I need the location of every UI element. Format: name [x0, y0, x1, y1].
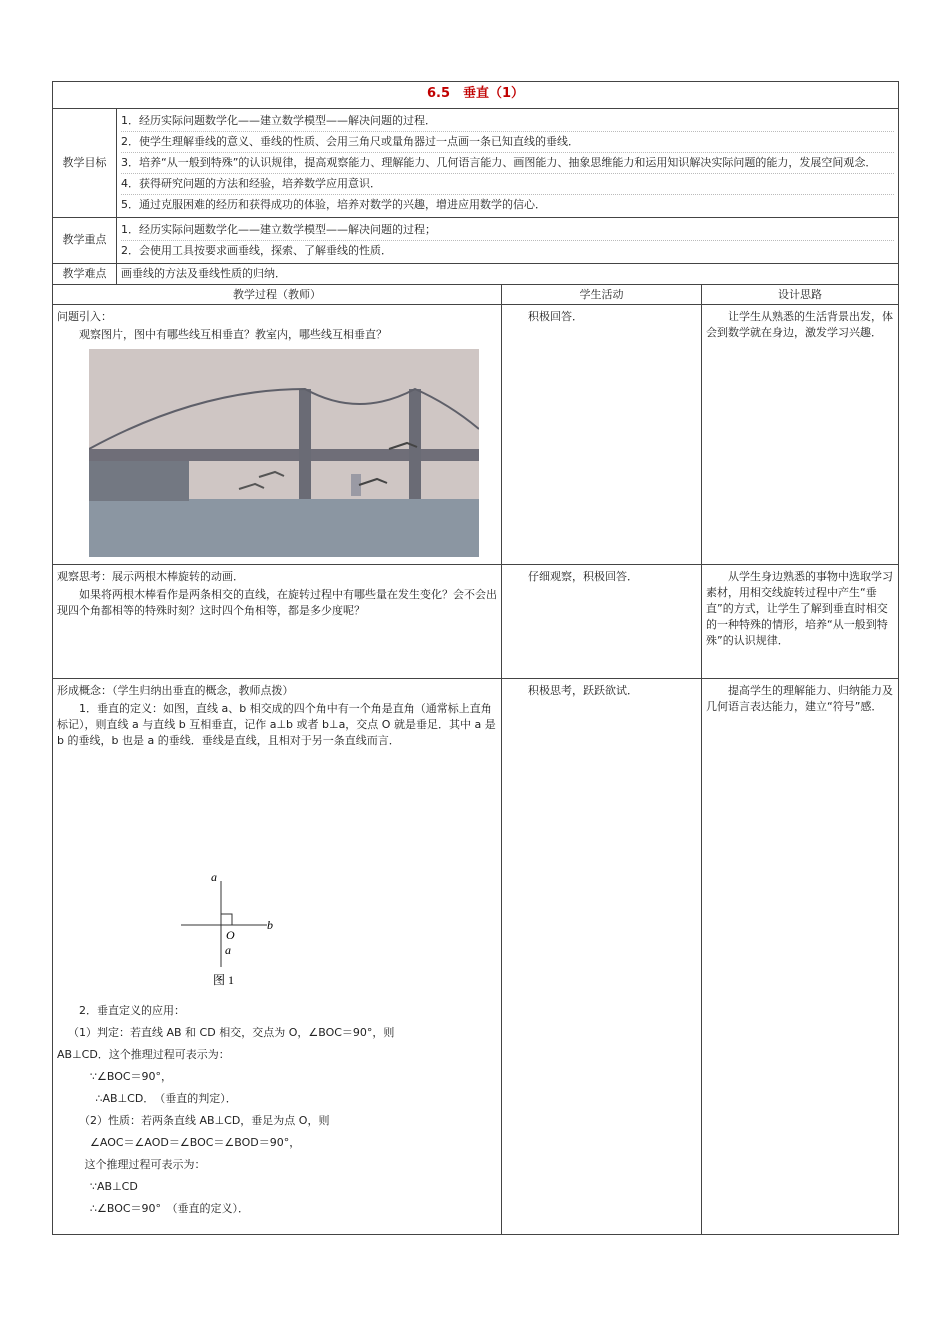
judge-line-2: AB⊥CD．这个推理过程可表示为：	[57, 1048, 230, 1062]
goal-item: 1．经历实际问题数学化——建立数学模型——解决问题的过程．	[121, 111, 894, 132]
perpendicular-figure	[177, 871, 377, 1001]
row1-text: 观察图片，图中有哪些线互相垂直？教室内，哪些线互相垂直？	[79, 328, 387, 342]
perpendicular-diagram	[177, 871, 377, 1001]
bridge-photo	[89, 349, 479, 557]
difficulty-label: 教学难点	[53, 263, 117, 284]
row3-student-text: 积极思考，跃跃欲试．	[528, 684, 638, 698]
perpendicular-definition: 1．垂直的定义：如图，直线 a、b 相交成的四个角中有一个角是直角（通常标上直角标记），则直线 a 与直线 b 互相垂直，记作 a⊥b 或者 b⊥a，交点 O 就是垂足．其中 a 是 b 的垂线，b 也是 a 的垂线．垂线是直线，且相对于另一条直线而言．	[57, 702, 496, 748]
row1-student	[502, 305, 702, 565]
row1-process	[53, 305, 502, 565]
label-o: O	[226, 928, 235, 943]
row2-process	[53, 565, 502, 679]
row2-text: 如果将两根木棒看作是两条相交的直线，在旋转过程中有哪些量在发生变化？会不会出现四个角都相等的特殊时刻？这时四个角相等，都是多少度呢？	[57, 588, 497, 618]
label-bottom: a	[225, 943, 231, 958]
row3-heading: 形成概念：（学生归纳出垂直的概念，教师点拨）	[57, 684, 294, 698]
lesson-plan-table	[52, 81, 899, 1235]
row1-heading: 问题引入：	[57, 310, 112, 324]
keypoint-item: 2．会使用工具按要求画垂线，探索、了解垂线的性质．	[121, 243, 392, 257]
goals-label: 教学目标	[53, 109, 117, 218]
property-line-3: 这个推理过程可表示为：	[84, 1157, 206, 1171]
page-title: 6.5 垂直（1）	[53, 82, 899, 109]
row2-heading: 观察思考：展示两根木棒旋转的动画．	[57, 570, 244, 584]
row2-student	[502, 565, 702, 679]
difficulty-text: 画垂线的方法及垂线性质的归纳．	[117, 263, 899, 284]
figure-caption: 图 1	[213, 973, 235, 988]
goal-item: 2．使学生理解垂线的意义、垂线的性质、会用三角尺或量角器过一点画一条已知直线的垂线．	[121, 132, 894, 153]
row2-student-text: 仔细观察，积极回答．	[528, 570, 638, 584]
goal-item: 3．培养“从一般到特殊”的认识规律，提高观察能力、理解能力、几何语言能力、画图能力、抽象思维能力和运用知识解决实际问题的能力，发展空间观念．	[121, 153, 894, 174]
label-top: a	[211, 871, 217, 885]
judge-line-4: ∴AB⊥CD． （垂直的判定）．	[95, 1091, 237, 1105]
property-line-2: ∠AOC＝∠AOD＝∠BOC＝∠BOD＝90°，	[90, 1135, 301, 1149]
property-line-1: （2）性质：若两条直线 AB⊥CD，垂足为点 O，则	[79, 1113, 330, 1127]
property-line-4: ∵AB⊥CD	[90, 1179, 138, 1193]
judge-line-3: ∵∠BOC＝90°，	[90, 1070, 173, 1083]
row2-design-text: 从学生身边熟悉的事物中选取学习素材，用相交线旋转过程中产生“垂直”的方式，让学生了解到垂直时相交的一种特殊的情形，培养“从一般到特殊”的认识规律．	[706, 570, 893, 648]
goal-item: 4．获得研究问题的方法和经验，培养数学应用意识．	[121, 174, 894, 195]
header-process: 教学过程（教师）	[53, 284, 502, 305]
application-title: 2．垂直定义的应用：	[79, 1004, 185, 1018]
header-design: 设计思路	[702, 284, 899, 305]
judge-line-1: （1）判定：若直线 AB 和 CD 相交，交点为 O，∠BOC＝90°，则	[68, 1026, 395, 1040]
row1-design	[702, 305, 899, 565]
bridge-illustration	[89, 349, 479, 557]
lesson-plan-page	[52, 81, 898, 1235]
row3-design-text: 提高学生的理解能力、归纳能力及几何语言表达能力，建立“符号”感．	[706, 684, 893, 714]
row2-design	[702, 565, 899, 679]
property-line-5: ∴∠BOC＝90° （垂直的定义）．	[90, 1201, 250, 1215]
keypoint-item: 1．经历实际问题数学化——建立数学模型——解决问题的过程；	[121, 220, 894, 241]
keypoints-list	[117, 217, 899, 263]
header-student: 学生活动	[502, 284, 702, 305]
row1-design-text: 让学生从熟悉的生活背景出发，体会到数学就在身边，激发学习兴趣．	[706, 310, 893, 340]
row3-student	[502, 679, 702, 1235]
label-right: b	[267, 918, 273, 933]
row1-student-text: 积极回答．	[528, 310, 583, 324]
row3-process	[53, 679, 502, 1235]
goal-item: 5．通过克服困难的经历和获得成功的体验，培养对数学的兴趣，增进应用数学的信心．	[121, 197, 546, 211]
keypoints-label: 教学重点	[53, 217, 117, 263]
row3-design	[702, 679, 899, 1235]
goals-list	[117, 109, 899, 218]
